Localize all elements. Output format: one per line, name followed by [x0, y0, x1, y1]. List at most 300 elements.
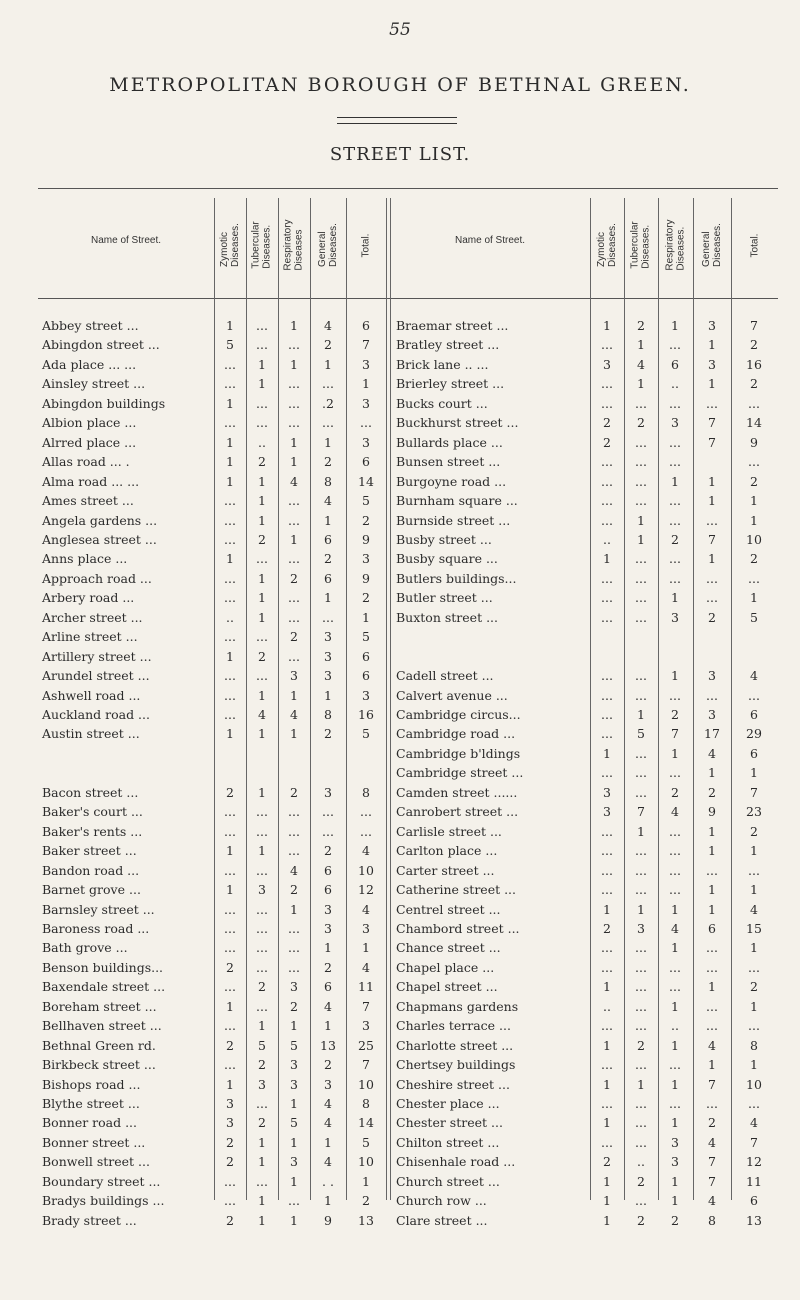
respiratory-cell: 1: [671, 940, 679, 956]
street-name: Blythe street ...: [42, 1096, 140, 1111]
respiratory-cell: 1: [671, 1173, 679, 1189]
zymotic-cell: 1: [226, 395, 234, 411]
zymotic-cell: 2: [603, 1154, 611, 1170]
zymotic-cell: ...: [601, 843, 613, 859]
tubercular-cell: ...: [635, 959, 647, 975]
tubercular-cell: ...: [635, 668, 647, 684]
general-cell: 2: [324, 551, 332, 567]
street-name: Ashwell road ...: [42, 687, 141, 703]
street-name: Bonner street ...: [42, 1134, 146, 1150]
general-cell: 6: [324, 570, 332, 586]
header-general-right: [693, 198, 731, 292]
street-name: Angela gardens ...: [42, 512, 158, 528]
street-name: Arbery road ...: [42, 590, 135, 606]
total-cell: 6: [362, 318, 370, 333]
tubercular-cell: 2: [637, 1037, 645, 1053]
total-cell: 5: [362, 493, 370, 509]
tubercular-cell: ...: [635, 434, 647, 450]
total-cell: 6: [362, 454, 370, 470]
tubercular-cell: 1: [637, 512, 645, 528]
general-cell: 3: [324, 629, 332, 645]
tubercular-cell: ...: [635, 1193, 647, 1209]
zymotic-cell: 1: [226, 473, 234, 489]
street-name: Burnham square ...: [396, 493, 518, 509]
respiratory-cell: ...: [669, 765, 681, 781]
tubercular-cell: ...: [256, 629, 268, 645]
tubercular-cell: ...: [635, 493, 647, 509]
street-name: Albion place ...: [42, 415, 137, 431]
general-cell: 1: [708, 843, 716, 859]
header-zymotic: [214, 198, 246, 292]
respiratory-cell: 1: [671, 998, 679, 1014]
tubercular-cell: ...: [635, 570, 647, 586]
tubercular-cell: ...: [635, 784, 647, 800]
general-cell: 4: [324, 1115, 332, 1131]
general-cell: 13: [320, 1037, 336, 1053]
tubercular-cell: 1: [258, 687, 266, 703]
respiratory-cell: 3: [290, 1076, 298, 1092]
total-cell: 29: [746, 726, 762, 742]
tubercular-cell: ...: [635, 1134, 647, 1150]
respiratory-cell: 1: [671, 473, 679, 489]
general-cell: 8: [708, 1212, 716, 1228]
street-name: Artillery street ...: [42, 648, 152, 664]
tubercular-cell: 2: [637, 415, 645, 431]
header-name-of-street: Name of Street.: [90, 235, 162, 246]
street-name: Baker's rents ...: [42, 823, 143, 839]
zymotic-cell: 3: [603, 784, 611, 800]
total-cell: 8: [362, 1096, 370, 1111]
tubercular-cell: ...: [635, 473, 647, 489]
total-cell: ...: [748, 862, 760, 878]
street-name: Bonwell street ...: [42, 1154, 150, 1170]
total-cell: 2: [362, 512, 370, 528]
total-cell: 9: [750, 434, 758, 450]
street-name: Chapel place ...: [396, 959, 495, 975]
general-cell: 7: [708, 434, 716, 450]
respiratory-cell: 1: [671, 745, 679, 761]
general-cell: 4: [324, 1096, 332, 1111]
general-cell: 1: [708, 473, 716, 489]
total-cell: 23: [746, 804, 762, 820]
total-cell: 1: [750, 512, 758, 528]
zymotic-cell: ...: [224, 1057, 236, 1073]
total-cell: 16: [746, 356, 762, 372]
street-name: Burnside street ...: [396, 512, 511, 528]
respiratory-cell: ...: [669, 959, 681, 975]
respiratory-cell: 5: [290, 1037, 298, 1053]
general-cell: ...: [706, 998, 718, 1014]
tubercular-cell: ...: [635, 998, 647, 1014]
general-cell: ...: [322, 415, 334, 431]
zymotic-cell: 1: [603, 979, 611, 995]
zymotic-cell: 1: [603, 1037, 611, 1053]
total-cell: 6: [750, 745, 758, 761]
street-name: Carlton place ...: [396, 843, 498, 859]
street-name: Anglesea street ...: [42, 531, 157, 547]
total-cell: 5: [362, 726, 370, 742]
header-total-right: [731, 198, 778, 292]
total-cell: 4: [362, 843, 370, 859]
total-cell: 10: [358, 862, 374, 878]
respiratory-cell: ...: [669, 337, 681, 353]
street-name: Baker street ...: [42, 843, 137, 859]
tubercular-cell: ...: [256, 415, 268, 431]
zymotic-cell: 1: [603, 1193, 611, 1209]
zymotic-cell: 3: [603, 356, 611, 372]
respiratory-cell: 1: [671, 1076, 679, 1092]
total-cell: 10: [746, 1076, 762, 1092]
tubercular-cell: 1: [258, 512, 266, 528]
total-cell: 7: [750, 318, 758, 333]
zymotic-cell: 2: [603, 434, 611, 450]
total-cell: ...: [748, 395, 760, 411]
zymotic-cell: 2: [226, 1154, 234, 1170]
general-cell: 6: [324, 979, 332, 995]
total-cell: 25: [358, 1037, 374, 1053]
tubercular-cell: ..: [258, 434, 266, 450]
general-cell: 2: [324, 843, 332, 859]
header-zymotic-label: Zymotic Diseases.: [219, 223, 241, 267]
total-cell: 7: [750, 784, 758, 800]
general-cell: 1: [324, 434, 332, 450]
total-cell: 8: [750, 1037, 758, 1053]
respiratory-cell: 2: [671, 1212, 679, 1228]
street-name: Cambridge road ...: [396, 726, 516, 742]
zymotic-cell: 1: [226, 1076, 234, 1092]
total-cell: 3: [362, 687, 370, 703]
general-cell: 3: [324, 920, 332, 936]
street-name: Butlers buildings...: [396, 570, 517, 586]
total-cell: 2: [362, 590, 370, 606]
respiratory-cell: 6: [671, 356, 679, 372]
column-rule: [346, 198, 347, 1200]
street-name: Bucks court ...: [396, 395, 488, 411]
respiratory-cell: ..: [671, 1018, 679, 1034]
street-name: Alrred place ...: [42, 434, 137, 450]
tubercular-cell: 2: [258, 1057, 266, 1073]
respiratory-cell: 1: [290, 1173, 298, 1189]
total-cell: 2: [750, 823, 758, 839]
header-respiratory-right-label: Respiratory Diseases.: [664, 219, 687, 271]
street-name: Chisenhale road ...: [396, 1154, 516, 1170]
general-cell: 2: [708, 784, 716, 800]
respiratory-cell: ...: [288, 959, 300, 975]
street-name: Church row ...: [396, 1193, 487, 1209]
general-cell: 3: [324, 901, 332, 917]
total-cell: 3: [362, 395, 370, 411]
general-cell: 2: [324, 1057, 332, 1073]
zymotic-cell: ...: [224, 570, 236, 586]
total-cell: ...: [748, 1018, 760, 1034]
respiratory-cell: ...: [288, 337, 300, 353]
general-cell: 1: [324, 1018, 332, 1034]
respiratory-cell: ...: [669, 687, 681, 703]
tubercular-cell: 7: [637, 804, 645, 820]
total-cell: 2: [750, 337, 758, 353]
general-cell: ...: [322, 376, 334, 392]
general-cell: 3: [324, 648, 332, 664]
street-name: Carter street ...: [396, 862, 495, 878]
tubercular-cell: ...: [256, 998, 268, 1014]
total-cell: 2: [750, 551, 758, 567]
street-name: Cambridge circus...: [396, 707, 521, 722]
general-cell: 4: [324, 318, 332, 333]
tubercular-cell: 1: [258, 1018, 266, 1034]
general-cell: 1: [324, 1193, 332, 1209]
zymotic-cell: 1: [226, 648, 234, 664]
tubercular-cell: 2: [258, 454, 266, 470]
tubercular-cell: 1: [258, 1212, 266, 1228]
total-cell: 1: [750, 590, 758, 606]
total-cell: 6: [750, 1193, 758, 1209]
zymotic-cell: ...: [601, 609, 613, 625]
total-cell: 1: [362, 1173, 370, 1189]
respiratory-cell: 4: [671, 804, 679, 820]
header-respiratory: [278, 198, 310, 292]
respiratory-cell: ...: [288, 823, 300, 839]
zymotic-cell: ...: [601, 823, 613, 839]
respiratory-cell: ...: [669, 882, 681, 898]
total-cell: 4: [750, 901, 758, 917]
respiratory-cell: 2: [290, 570, 298, 586]
tubercular-cell: ...: [635, 1115, 647, 1131]
general-cell: 7: [708, 1173, 716, 1189]
general-cell: 9: [708, 804, 716, 820]
general-cell: 4: [324, 998, 332, 1014]
header-tubercular-label: Tubercular Diseases.: [251, 221, 273, 269]
tubercular-cell: 1: [637, 901, 645, 917]
total-cell: 3: [362, 1018, 370, 1034]
respiratory-cell: ...: [288, 512, 300, 528]
general-cell: 1: [708, 823, 716, 839]
general-cell: 1: [708, 1057, 716, 1073]
respiratory-cell: 1: [290, 356, 298, 372]
street-name: Austin street ...: [42, 726, 140, 742]
general-cell: 6: [324, 862, 332, 878]
zymotic-cell: ...: [224, 804, 236, 820]
respiratory-cell: 2: [671, 707, 679, 722]
total-cell: 1: [750, 493, 758, 509]
zymotic-cell: 3: [226, 1115, 234, 1131]
respiratory-cell: ...: [288, 920, 300, 936]
street-name: Brick lane .. ...: [396, 356, 489, 372]
tubercular-cell: 1: [637, 1076, 645, 1092]
column-rule: [731, 198, 732, 1200]
tubercular-cell: 1: [258, 590, 266, 606]
street-name: Bandon road ...: [42, 862, 140, 878]
column-rule: [624, 198, 625, 1200]
total-cell: 6: [750, 707, 758, 722]
respiratory-cell: ...: [669, 493, 681, 509]
total-cell: 15: [746, 920, 762, 936]
zymotic-cell: ...: [601, 395, 613, 411]
respiratory-cell: ...: [288, 843, 300, 859]
zymotic-cell: ...: [601, 882, 613, 898]
general-cell: 1: [708, 493, 716, 509]
total-cell: 7: [362, 1057, 370, 1073]
tubercular-cell: 2: [637, 1173, 645, 1189]
street-name: Bethnal Green rd.: [42, 1037, 156, 1053]
tubercular-cell: ...: [256, 862, 268, 878]
zymotic-cell: ...: [601, 454, 613, 470]
general-cell: 8: [324, 707, 332, 722]
respiratory-cell: 4: [290, 473, 298, 489]
street-name: Alma road ... ...: [42, 473, 140, 489]
street-name: Chertsey buildings: [396, 1057, 516, 1073]
respiratory-cell: ...: [669, 395, 681, 411]
street-name: Bellhaven street ...: [42, 1018, 162, 1034]
zymotic-cell: ...: [224, 356, 236, 372]
respiratory-cell: 2: [290, 998, 298, 1014]
tubercular-cell: ...: [256, 551, 268, 567]
tubercular-cell: 1: [637, 707, 645, 722]
total-cell: ...: [360, 804, 372, 820]
tubercular-cell: 1: [258, 843, 266, 859]
zymotic-cell: 2: [226, 959, 234, 975]
respiratory-cell: 1: [290, 1018, 298, 1034]
general-cell: ...: [706, 940, 718, 956]
tubercular-cell: 2: [258, 531, 266, 547]
respiratory-cell: 1: [671, 668, 679, 684]
general-cell: 6: [708, 920, 716, 936]
tubercular-cell: 1: [258, 376, 266, 392]
page-title: METROPOLITAN BOROUGH OF BETHNAL GREEN.: [109, 74, 691, 96]
tubercular-cell: ...: [256, 804, 268, 820]
street-name: Calvert avenue ...: [396, 687, 508, 703]
zymotic-cell: ...: [601, 1134, 613, 1150]
total-cell: 1: [750, 940, 758, 956]
total-cell: ...: [748, 454, 760, 470]
street-name: Butler street ...: [396, 590, 493, 606]
tubercular-cell: 1: [258, 356, 266, 372]
zymotic-cell: ..: [603, 998, 611, 1014]
respiratory-cell: ...: [669, 1057, 681, 1073]
street-name: Clare street ...: [396, 1212, 488, 1228]
zymotic-cell: ...: [601, 473, 613, 489]
tubercular-cell: ...: [256, 668, 268, 684]
zymotic-cell: ...: [601, 726, 613, 742]
general-cell: ...: [706, 1096, 718, 1111]
general-cell: 1: [324, 356, 332, 372]
general-cell: 4: [324, 1154, 332, 1170]
respiratory-cell: 3: [671, 1154, 679, 1170]
total-cell: 2: [362, 1193, 370, 1209]
street-name: Allas road ... .: [42, 454, 130, 470]
street-name: Archer street ...: [42, 609, 143, 625]
total-cell: 14: [358, 1115, 374, 1131]
street-name: Bullards place ...: [396, 434, 503, 450]
street-name: Ada place ... ...: [42, 356, 137, 372]
total-cell: ...: [748, 1096, 760, 1111]
zymotic-cell: 1: [603, 1115, 611, 1131]
column-rule: [693, 198, 694, 1200]
respiratory-cell: ...: [288, 415, 300, 431]
tubercular-cell: ...: [635, 765, 647, 781]
general-cell: 1: [708, 337, 716, 353]
zymotic-cell: ..: [226, 609, 234, 625]
total-cell: 4: [362, 901, 370, 917]
zymotic-cell: ...: [224, 493, 236, 509]
respiratory-cell: 1: [290, 434, 298, 450]
general-cell: 3: [708, 707, 716, 722]
general-cell: .2: [322, 395, 334, 411]
tubercular-cell: ...: [635, 395, 647, 411]
tubercular-cell: 4: [637, 356, 645, 372]
general-cell: 7: [708, 415, 716, 431]
tubercular-cell: 1: [258, 473, 266, 489]
tubercular-cell: ...: [256, 940, 268, 956]
total-cell: 10: [746, 531, 762, 547]
zymotic-cell: 1: [226, 726, 234, 742]
tubercular-cell: 5: [637, 726, 645, 742]
street-name: Chapel street ...: [396, 979, 498, 995]
general-cell: ...: [706, 590, 718, 606]
total-cell: 3: [362, 920, 370, 936]
respiratory-cell: 1: [290, 454, 298, 470]
general-cell: 2: [324, 337, 332, 353]
respiratory-cell: 2: [290, 784, 298, 800]
tubercular-cell: ...: [256, 823, 268, 839]
header-zymotic-right-label: Zymotic Diseases.: [596, 223, 618, 267]
total-cell: 1: [362, 376, 370, 392]
zymotic-cell: ...: [224, 590, 236, 606]
zymotic-cell: 5: [226, 337, 234, 353]
zymotic-cell: ...: [224, 1173, 236, 1189]
general-cell: 3: [324, 784, 332, 800]
header-tubercular-right: [624, 198, 658, 292]
general-cell: 3: [324, 668, 332, 684]
zymotic-cell: ...: [224, 376, 236, 392]
respiratory-cell: ...: [669, 843, 681, 859]
respiratory-cell: 1: [290, 1212, 298, 1228]
street-name: Brady street ...: [42, 1212, 137, 1228]
header-name-of-street-right: Name of Street.: [454, 235, 526, 246]
title-divider: [337, 117, 457, 124]
general-cell: 17: [704, 726, 720, 742]
street-name: Barnet grove ...: [42, 882, 141, 898]
street-name: Busby square ...: [396, 551, 498, 567]
zymotic-cell: ...: [224, 862, 236, 878]
center-double-rule: [386, 198, 391, 1200]
tubercular-cell: 2: [258, 979, 266, 995]
zymotic-cell: ...: [224, 901, 236, 917]
street-name: Charlotte street ...: [396, 1037, 514, 1053]
respiratory-cell: 3: [290, 1154, 298, 1170]
table-top-rule: [38, 188, 778, 189]
zymotic-cell: ...: [601, 765, 613, 781]
tubercular-cell: ...: [635, 862, 647, 878]
header-respiratory-right: [658, 198, 693, 292]
zymotic-cell: 1: [603, 1212, 611, 1228]
tubercular-cell: 2: [637, 318, 645, 333]
respiratory-cell: ...: [669, 862, 681, 878]
total-cell: 10: [358, 1076, 374, 1092]
zymotic-cell: ...: [224, 629, 236, 645]
zymotic-cell: 1: [226, 454, 234, 470]
tubercular-cell: 1: [258, 1193, 266, 1209]
tubercular-cell: ...: [635, 843, 647, 859]
tubercular-cell: 2: [258, 1115, 266, 1131]
tubercular-cell: 2: [637, 1212, 645, 1228]
zymotic-cell: 1: [603, 745, 611, 761]
zymotic-cell: 1: [603, 901, 611, 917]
street-name: Buxton street ...: [396, 609, 498, 625]
tubercular-cell: 3: [258, 1076, 266, 1092]
respiratory-cell: 1: [290, 901, 298, 917]
total-cell: 1: [750, 765, 758, 781]
respiratory-cell: 1: [671, 318, 679, 333]
